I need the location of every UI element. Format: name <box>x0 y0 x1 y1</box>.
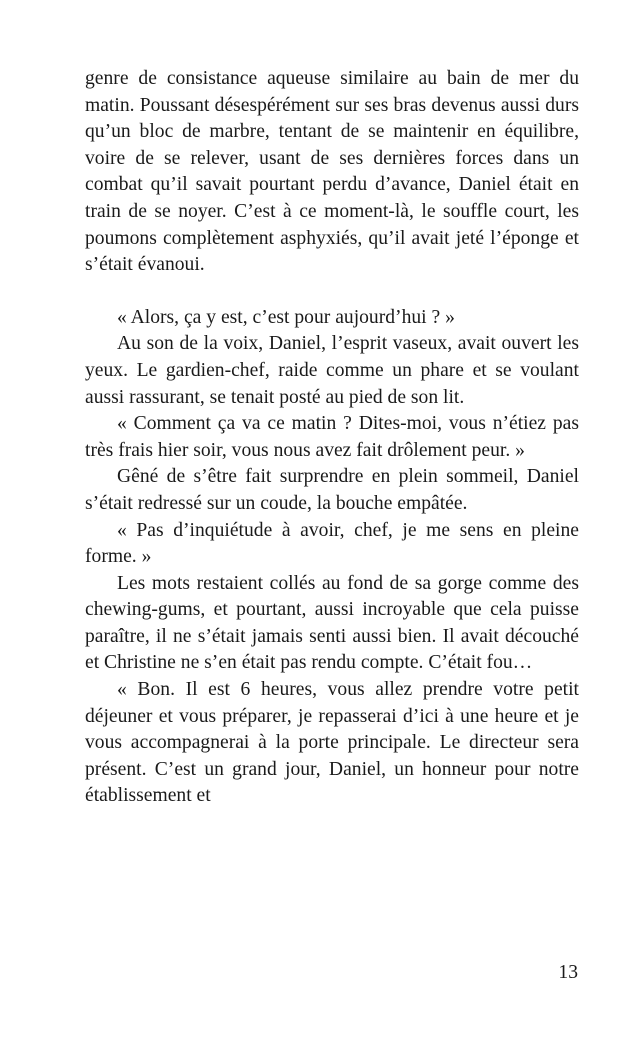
paragraph: Gêné de s’être fait surprendre en plein sommeil, Daniel s’était redressé sur un coude, la bouche empâtée. <box>85 466 579 514</box>
paragraph: genre de consistance aqueuse similaire au bain de mer du matin. Poussant désespérément sur ses bras devenus aussi durs qu’un bloc de marbre, tentant de se maintenir en équilibre, voire de se relever, usant de ses dernières forces dans un combat qu’il savait pourtant perdu d’avance, Daniel était en train de se noyer. C’est à ce moment-là, le souffle court, les poumons complètement asphyxiés, qu’il avait jeté l’éponge et s’était évanoui. <box>85 68 579 276</box>
paragraph: « Pas d’inquiétude à avoir, chef, je me sens en pleine forme. » <box>85 519 579 568</box>
page-body <box>85 66 579 810</box>
paragraph: « Bon. Il est 6 heures, vous allez prendre votre petit déjeuner et vous préparer, je repasserai d’ici à une heure et je vous accompagnerai à la porte principale. Le directeur sera présent. C’est un grand jour, Daniel, un honneur pour notre établissement et <box>85 679 579 807</box>
paragraph: Au son de la voix, Daniel, l’esprit vaseux, avait ouvert les yeux. Le gardien-chef, raide comme un phare et se voulant aussi rassurant, se tenait posté au pied de son lit. <box>85 333 579 408</box>
paragraph: Les mots restaient collés au fond de sa gorge comme des chewing-gums, et pourtant, aussi incroyable que cela puisse paraître, il ne s’était jamais senti aussi bien. Il avait découché et Christine ne s’en était pas rendu compte. C’était fou… <box>85 572 579 674</box>
paragraph: « Comment ça va ce matin ? Dites-moi, vous n’étiez pas très frais hier soir, vous nous avez fait drôlement peur. » <box>85 413 579 461</box>
page-number: 13 <box>558 962 578 983</box>
paragraph: « Alors, ça y est, c’est pour aujourd’hui ? » <box>117 306 455 328</box>
